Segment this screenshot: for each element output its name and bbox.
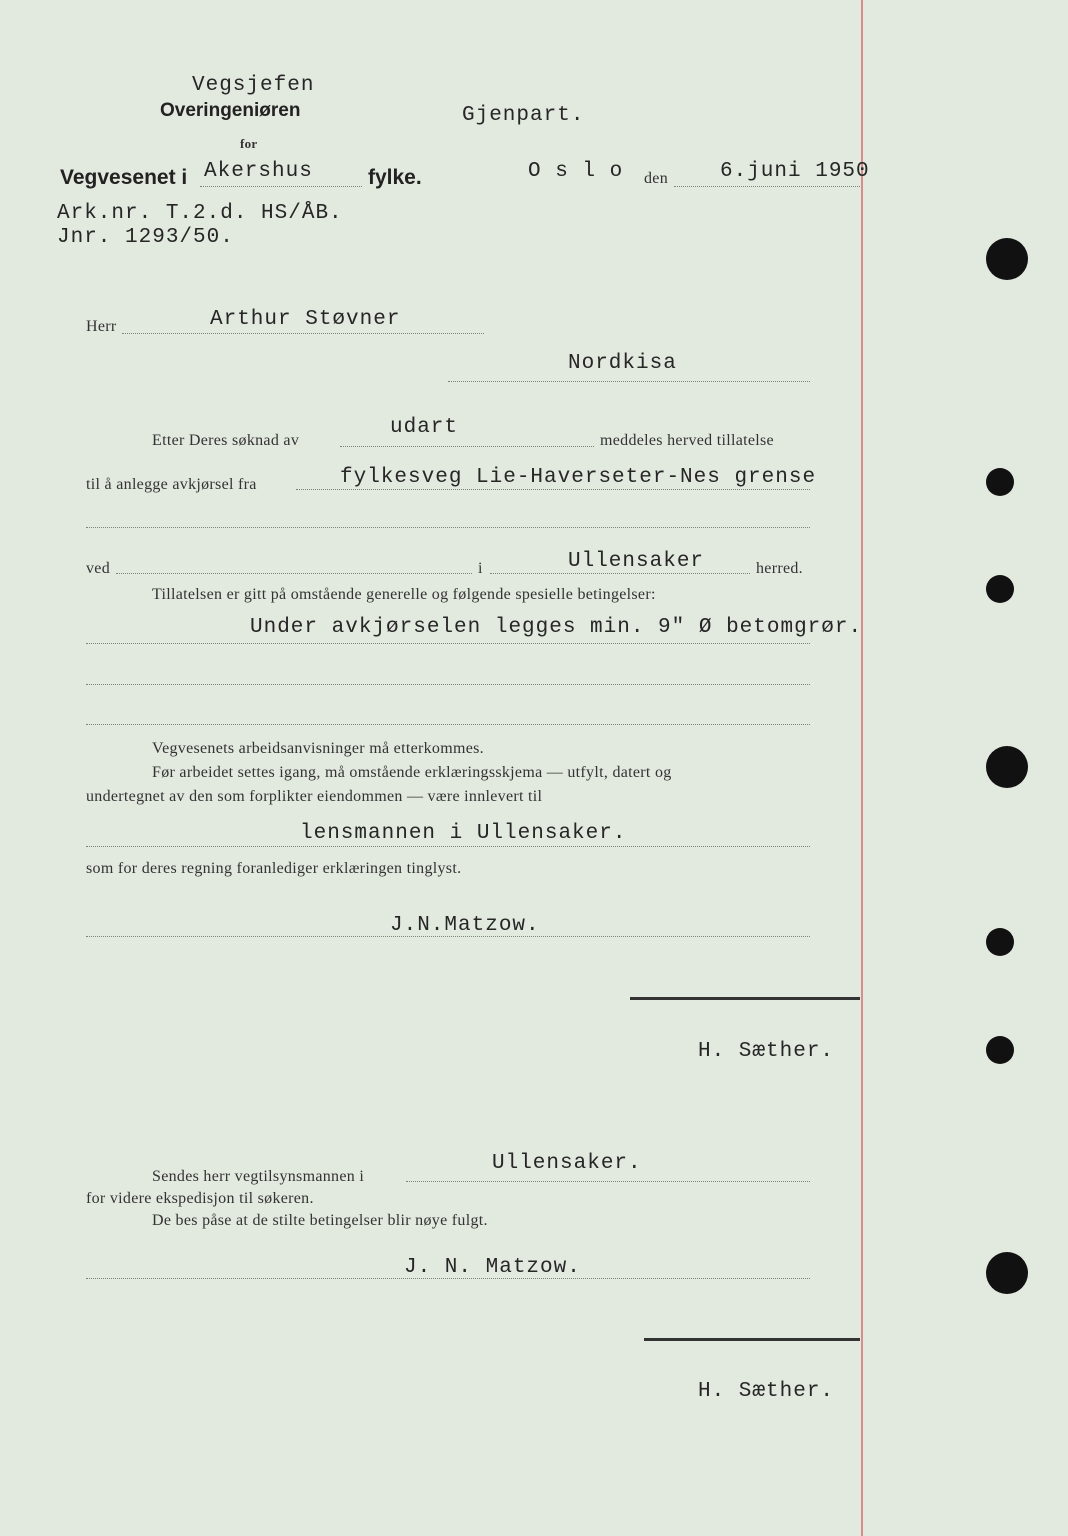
salutation: Herr bbox=[86, 318, 117, 335]
letter-date: 6.juni 1950 bbox=[720, 160, 870, 183]
deliver-underline bbox=[86, 846, 810, 847]
in-label: i bbox=[478, 560, 483, 577]
signatory-2: H. Sæther. bbox=[698, 1380, 835, 1403]
instructions-line: Vegvesenets arbeidsanvisninger må etterkommes. bbox=[152, 740, 484, 757]
condition-underline bbox=[86, 643, 810, 644]
punch-hole bbox=[986, 1252, 1028, 1294]
agency-suffix: fylke. bbox=[368, 166, 422, 189]
place-underline bbox=[448, 381, 810, 382]
at-label: ved bbox=[86, 560, 111, 577]
signature-rule-1 bbox=[630, 997, 860, 1000]
signature-rule-2 bbox=[644, 1338, 860, 1341]
signature-underline-1 bbox=[86, 936, 810, 937]
punch-hole bbox=[986, 575, 1014, 603]
jnr: Jnr. 1293/50. bbox=[57, 226, 234, 249]
name-underline bbox=[122, 333, 484, 334]
county-typed: Akershus bbox=[204, 160, 313, 183]
blank-line bbox=[86, 684, 810, 685]
declaration-line-2: undertegnet av den som forplikter eiendommen — være innlevert til bbox=[86, 788, 543, 805]
at-underline bbox=[116, 573, 472, 574]
further-line: for videre ekspedisjon til søkeren. bbox=[86, 1190, 314, 1207]
typed-signature-1: J.N.Matzow. bbox=[390, 914, 540, 937]
punch-hole bbox=[986, 746, 1028, 788]
recipient-place: Nordkisa bbox=[568, 352, 677, 375]
city: O s l o bbox=[528, 160, 624, 183]
signature-underline-2 bbox=[86, 1278, 810, 1279]
blank-line bbox=[86, 724, 810, 725]
office-overtyped-text: Overingeniøren bbox=[160, 100, 301, 121]
sent-to-underline bbox=[406, 1181, 810, 1182]
permission-suffix: meddeles herved tillatelse bbox=[600, 432, 774, 449]
sent-to-prefix: Sendes herr vegtilsynsmannen i bbox=[152, 1168, 365, 1185]
punch-hole bbox=[986, 468, 1014, 496]
office-typed: Vegsjefen bbox=[192, 74, 315, 97]
ark-nr: Ark.nr. T.2.d. HS/ÅB. bbox=[57, 202, 343, 225]
application-prefix: Etter Deres søknad av bbox=[152, 432, 300, 449]
for-label: for bbox=[240, 136, 258, 151]
municipality-underline bbox=[490, 573, 750, 574]
special-condition: Under avkjørselen legges min. 9" Ø betomgrør. bbox=[250, 616, 863, 639]
punch-hole bbox=[986, 1036, 1014, 1064]
herred-label: herred. bbox=[756, 560, 803, 577]
date-underline bbox=[674, 186, 860, 187]
agency-prefix: Vegvesenet i bbox=[60, 166, 188, 189]
margin-line bbox=[861, 0, 863, 1536]
date-label: den bbox=[644, 170, 669, 187]
declaration-line-1: Før arbeidet settes igang, må omstående erklæringsskjema — utfylt, datert og bbox=[152, 764, 672, 781]
request-line: De bes påse at de stilte betingelser blir nøye fulgt. bbox=[152, 1212, 488, 1229]
deliver-to: lensmannen i Ullensaker. bbox=[300, 822, 627, 845]
office-overtyped bbox=[160, 100, 300, 122]
sent-to-place: Ullensaker. bbox=[492, 1152, 642, 1175]
punch-hole bbox=[986, 928, 1014, 956]
municipality: Ullensaker bbox=[568, 550, 705, 573]
recipient-name: Arthur Støvner bbox=[210, 308, 401, 331]
blank-line bbox=[86, 527, 810, 528]
application-underline bbox=[340, 446, 594, 447]
punch-hole bbox=[986, 238, 1028, 280]
application-date: udart bbox=[390, 416, 459, 439]
county-underline bbox=[200, 186, 362, 187]
signatory-1: H. Sæther. bbox=[698, 1040, 835, 1063]
typed-signature-2: J. N. Matzow. bbox=[404, 1256, 581, 1279]
registration-line: som for deres regning foranlediger erklæringen tinglyst. bbox=[86, 860, 462, 877]
access-prefix: til å anlegge avkjørsel fra bbox=[86, 476, 257, 493]
conditions-intro: Tillatelsen er gitt på omstående generelle og følgende spesielle betingelser: bbox=[152, 586, 656, 603]
road-underline bbox=[296, 489, 810, 490]
copy-label: Gjenpart. bbox=[462, 104, 585, 127]
road: fylkesveg Lie-Haverseter-Nes grense bbox=[340, 466, 817, 489]
